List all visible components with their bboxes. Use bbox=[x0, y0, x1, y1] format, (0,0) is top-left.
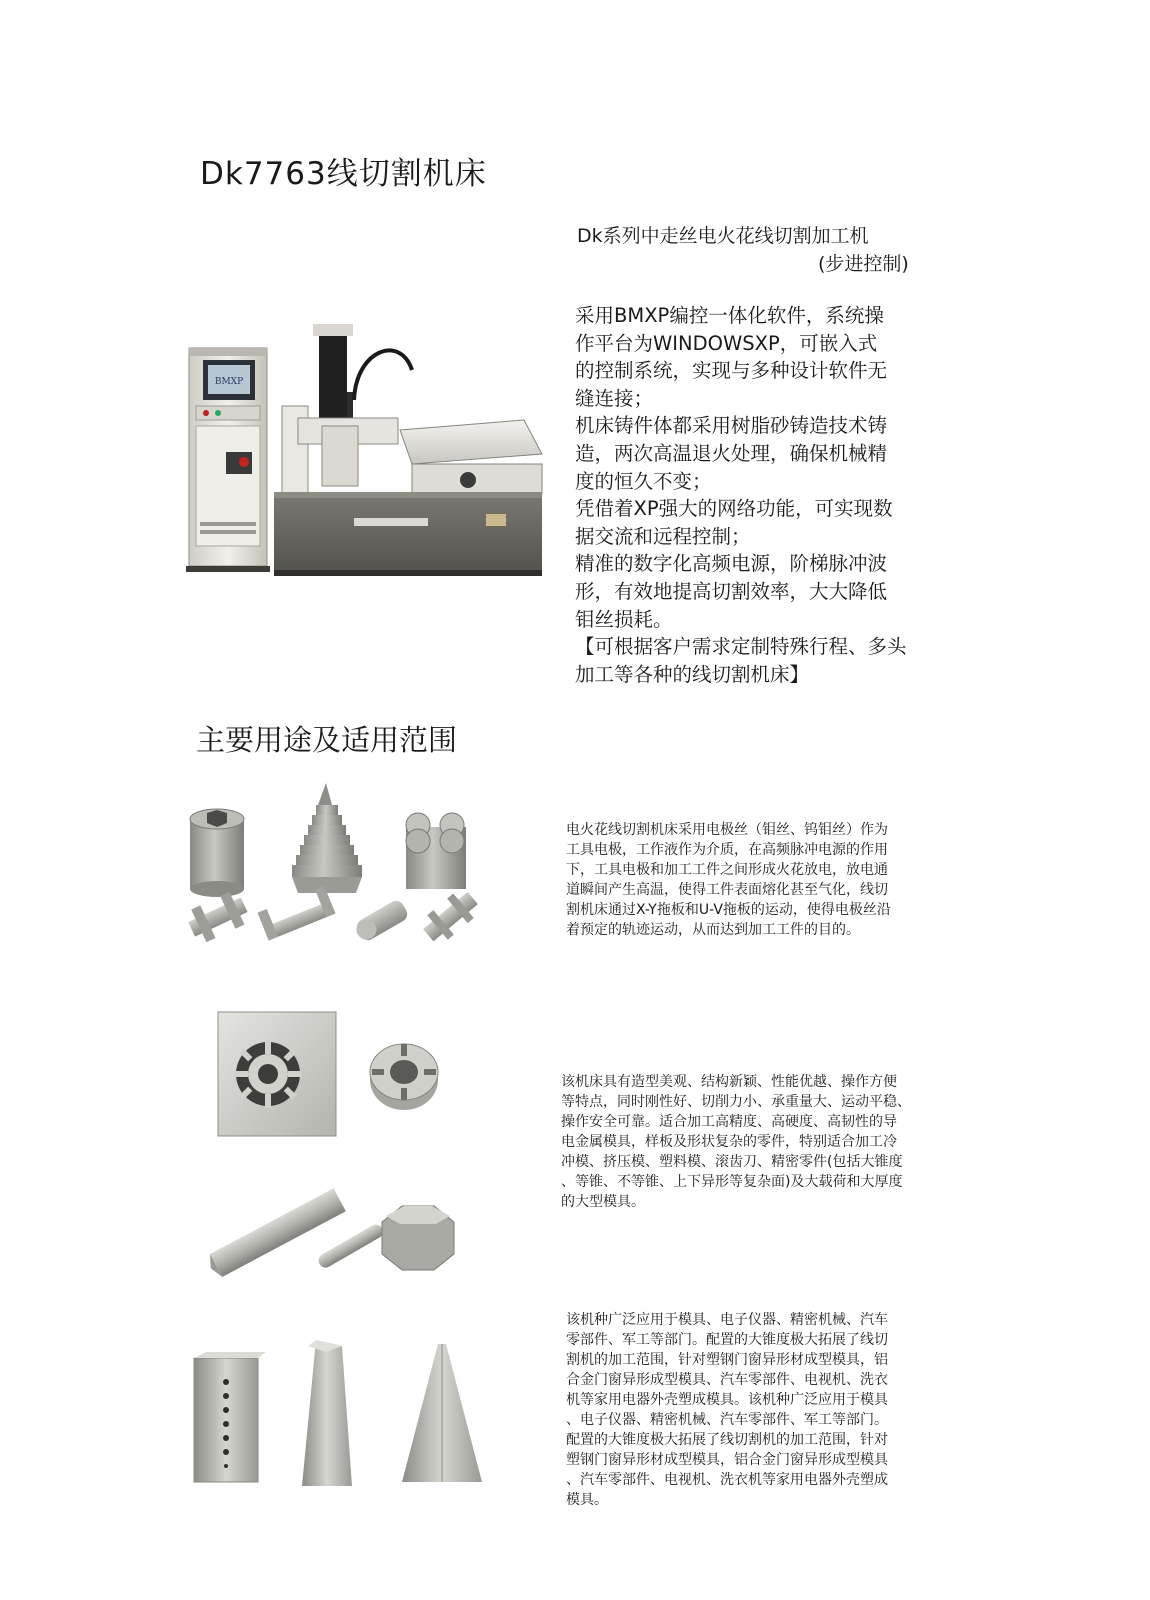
product-subtitle-note: (步进控制) bbox=[818, 253, 909, 275]
section-title: 主要用途及适用范围 bbox=[196, 723, 458, 757]
paragraph-line: 机等家用电器外壳塑成模具。该机种广泛应用于模具 bbox=[566, 1392, 888, 1408]
parts-photo-4 bbox=[190, 1336, 490, 1488]
product-subtitle: Dk系列中走丝电火花线切割加工机 bbox=[577, 225, 869, 247]
screen-label: BMXP bbox=[214, 377, 244, 387]
paragraph-line: 、汽车零部件、电视机、洗衣机等家用电器外壳塑成 bbox=[566, 1472, 888, 1488]
description-line: 钼丝损耗。 bbox=[575, 607, 673, 631]
paragraph-line: 道瞬间产生高温，使得工件表面熔化甚至气化，线切 bbox=[566, 882, 888, 898]
paragraph-line: 割机床通过X-Y拖板和U-V拖板的运动，使得电极丝沿 bbox=[566, 902, 891, 918]
machine-photo bbox=[186, 322, 548, 580]
parts-photo-2 bbox=[214, 1010, 444, 1140]
description-line: 度的恒久不变； bbox=[575, 469, 712, 493]
paragraph-line: 该机床具有造型美观、结构新颖、性能优越、操作方便 bbox=[561, 1074, 897, 1090]
description-line: 凭借着XP强大的网络功能，可实现数 bbox=[575, 497, 893, 521]
paragraph-line: 工具电极，工作液作为介质，在高频脉冲电源的作用 bbox=[566, 842, 888, 858]
description-line: 据交流和远程控制； bbox=[575, 524, 751, 548]
paragraph-line: 零部件、军工等部门。配置的大锥度极大拓展了线切 bbox=[566, 1332, 888, 1348]
usage-paragraph-2 bbox=[561, 1072, 961, 1212]
paragraph-line: 下，工具电极和加工工件之间形成火花放电，放电通 bbox=[566, 862, 888, 878]
product-description bbox=[575, 302, 960, 688]
paragraph-line: 、等锥、不等锥、上下异形等复杂面)及大载荷和大厚度 bbox=[561, 1174, 903, 1190]
description-line: 造，两次高温退火处理，确保机械精 bbox=[575, 441, 888, 465]
paragraph-line: 模具。 bbox=[566, 1492, 608, 1508]
paragraph-line: 割机的加工范围，针对塑钢门窗异形材成型模具，铝 bbox=[566, 1352, 888, 1368]
description-line: 作平台为WINDOWSXP，可嵌入式 bbox=[575, 331, 878, 355]
paragraph-line: 的大型模具。 bbox=[561, 1194, 645, 1210]
paragraph-line: 冲模、挤压模、塑料模、滚齿刀、精密零件(包括大锥度 bbox=[561, 1154, 903, 1170]
description-line: 的控制系统，实现与多种设计软件无 bbox=[575, 359, 888, 383]
usage-paragraph-1 bbox=[566, 820, 966, 940]
paragraph-line: 、电子仪器、精密机械、汽车零部件、军工等部门。 bbox=[566, 1412, 888, 1428]
description-line: 形，有效地提高切割效率，大大降低 bbox=[575, 579, 888, 603]
description-line: 采用BMXP编控一体化软件，系统操 bbox=[575, 304, 884, 327]
paragraph-line: 该机种广泛应用于模具、电子仪器、精密机械、汽车 bbox=[566, 1312, 888, 1328]
paragraph-line: 合金门窗异形成型模具、汽车零部件、电视机、洗衣 bbox=[566, 1372, 888, 1388]
parts-photo-1 bbox=[180, 783, 490, 983]
description-line: 缝连接； bbox=[575, 386, 654, 410]
paragraph-line: 着预定的轨迹运动，从而达到加工工件的目的。 bbox=[566, 922, 860, 938]
parts-photo-3 bbox=[204, 1172, 464, 1282]
description-line: 【可根据客户需求定制特殊行程、多头 bbox=[575, 635, 907, 659]
paragraph-line: 操作安全可靠。适合加工高精度、高硬度、高韧性的导 bbox=[561, 1114, 897, 1130]
paragraph-line: 电金属模具，样板及形状复杂的零件，特别适合加工冷 bbox=[561, 1134, 897, 1150]
paragraph-line: 电火花线切割机床采用电极丝（钼丝、钨钼丝）作为 bbox=[566, 822, 888, 838]
paragraph-line: 配置的大锥度极大拓展了线切割机的加工范围，针对 bbox=[566, 1432, 888, 1448]
page-title: Dk7763线切割机床 bbox=[200, 156, 487, 192]
description-line: 精准的数字化高频电源，阶梯脉冲波 bbox=[575, 552, 888, 576]
description-line: 机床铸件体都采用树脂砂铸造技术铸 bbox=[575, 414, 888, 438]
paragraph-line: 塑钢门窗异形材成型模具，铝合金门窗异形成型模具 bbox=[566, 1452, 888, 1468]
description-line: 加工等各种的线切割机床】 bbox=[575, 662, 810, 686]
paragraph-line: 等特点，同时刚性好、切削力小、承重量大、运动平稳、 bbox=[561, 1094, 911, 1110]
usage-paragraph-3 bbox=[566, 1310, 966, 1510]
